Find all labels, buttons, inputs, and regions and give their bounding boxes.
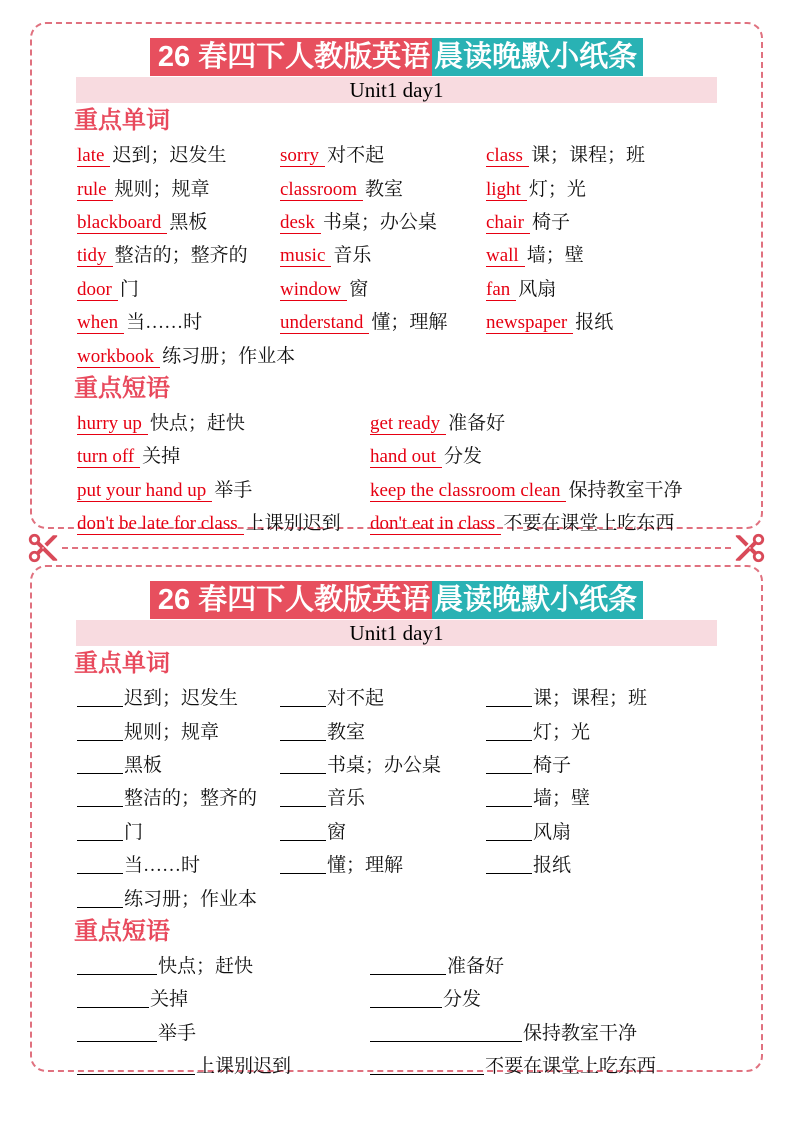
word-entry — [77, 683, 280, 710]
phrase-chinese: 保持教室干净 — [523, 1022, 638, 1044]
word-chinese: 灯；光 — [528, 178, 586, 200]
word-entry — [77, 717, 280, 744]
word-chinese: 报纸 — [533, 855, 572, 877]
word-english: understand — [280, 312, 369, 334]
phrase-entry — [370, 475, 761, 502]
word-entry — [280, 817, 486, 844]
word-chinese: 灯；光 — [533, 721, 591, 743]
word-blank — [280, 692, 326, 707]
word-english: late — [77, 145, 110, 167]
word-entry — [280, 783, 486, 810]
word-chinese: 窗 — [349, 278, 369, 300]
word-chinese: 墙；壁 — [526, 245, 584, 267]
phrase-entry — [370, 951, 761, 978]
phrase-chinese: 快点；赶快 — [158, 955, 254, 977]
scissors-icon — [26, 531, 60, 565]
phrase-english: keep the classroom clean — [370, 480, 566, 502]
word-entry — [77, 240, 280, 267]
word-english: sorry — [280, 145, 325, 167]
word-english: door — [77, 279, 118, 301]
word-blank — [486, 792, 532, 807]
phrase-entry — [77, 1051, 370, 1078]
phrase-chinese: 准备好 — [448, 412, 506, 434]
word-chinese: 风扇 — [533, 821, 572, 843]
sheet-title-red: 26 春四下人教版英语 — [150, 581, 432, 619]
word-chinese: 对不起 — [327, 688, 385, 710]
phrase-chinese: 关掉 — [142, 446, 181, 468]
phrase-chinese: 上课别迟到 — [245, 513, 341, 535]
answer-sheet-section — [30, 22, 763, 535]
word-english: chair — [486, 212, 530, 234]
word-english: music — [280, 245, 331, 267]
phrase-blank — [370, 1060, 484, 1075]
sheet-title-red: 26 春四下人教版英语 — [150, 38, 432, 76]
word-english: workbook — [77, 346, 160, 368]
phrase-blank — [77, 960, 157, 975]
phrase-entry — [77, 984, 370, 1011]
word-entry — [486, 307, 761, 334]
key-words-grid — [77, 137, 761, 371]
word-chinese: 黑板 — [169, 211, 208, 233]
phrase-chinese: 举手 — [214, 479, 253, 501]
word-entry — [486, 717, 761, 744]
phrase-blank — [77, 1027, 157, 1042]
word-blank — [486, 859, 532, 874]
phrase-english: turn off — [77, 446, 140, 468]
word-chinese: 规则；规章 — [124, 721, 220, 743]
word-chinese: 整洁的；整齐的 — [114, 245, 248, 267]
word-chinese: 懂；理解 — [371, 312, 448, 334]
phrase-english: get ready — [370, 413, 446, 435]
unit-subtitle-bar: Unit1 day1 — [76, 77, 717, 103]
sheet-title — [32, 583, 761, 617]
phrase-chinese: 举手 — [158, 1022, 197, 1044]
word-entry — [486, 207, 761, 234]
word-chinese: 音乐 — [327, 788, 366, 810]
word-chinese: 懂；理解 — [327, 855, 404, 877]
phrase-entry — [370, 1018, 761, 1045]
phrase-blank — [77, 1060, 195, 1075]
phrase-english: hurry up — [77, 413, 148, 435]
word-chinese: 黑板 — [124, 754, 163, 776]
key-phrases-header: 重点短语 — [74, 374, 170, 402]
word-entry — [77, 174, 280, 201]
phrase-entry — [77, 475, 370, 502]
word-english: window — [280, 279, 347, 301]
word-entry — [280, 683, 486, 710]
word-blank — [280, 726, 326, 741]
key-words-blank-grid — [77, 680, 761, 914]
key-words-header: 重点单词 — [74, 107, 170, 134]
phrase-chinese: 分发 — [443, 446, 482, 468]
word-chinese: 迟到；迟发生 — [124, 688, 239, 710]
sheet-title-teal: 晨读晚默小纸条 — [432, 581, 643, 619]
phrase-entry — [370, 1051, 761, 1078]
word-blank — [280, 826, 326, 841]
sheet-title-teal: 晨读晚默小纸条 — [432, 38, 643, 76]
word-chinese: 当……时 — [124, 855, 201, 877]
word-chinese: 当……时 — [126, 312, 203, 334]
word-blank — [486, 759, 532, 774]
word-blank — [77, 792, 123, 807]
word-blank — [77, 692, 123, 707]
word-blank — [77, 726, 123, 741]
word-chinese: 对不起 — [327, 145, 385, 167]
phrase-blank — [370, 1027, 522, 1042]
word-entry — [486, 750, 761, 777]
word-english: rule — [77, 179, 113, 201]
phrase-chinese: 关掉 — [150, 989, 189, 1011]
word-entry — [486, 240, 761, 267]
phrase-entry — [77, 441, 370, 468]
phrase-chinese: 上课别迟到 — [196, 1056, 292, 1078]
word-chinese: 门 — [124, 821, 144, 843]
phrase-english: hand out — [370, 446, 442, 468]
word-chinese: 迟到；迟发生 — [112, 145, 227, 167]
cut-line — [26, 530, 767, 566]
key-phrases-blank-grid — [77, 948, 761, 1082]
word-chinese: 椅子 — [533, 754, 572, 776]
phrase-english: don't eat in class — [370, 513, 501, 535]
word-entry — [280, 207, 486, 234]
phrase-blank — [77, 993, 149, 1008]
word-entry — [77, 307, 280, 334]
word-entry — [280, 140, 486, 167]
word-chinese: 报纸 — [575, 312, 614, 334]
word-blank — [486, 726, 532, 741]
word-entry — [486, 274, 761, 301]
word-blank — [486, 692, 532, 707]
word-blank — [77, 759, 123, 774]
word-english: classroom — [280, 179, 363, 201]
word-entry — [486, 140, 761, 167]
word-entry — [486, 783, 761, 810]
phrase-chinese: 分发 — [443, 989, 482, 1011]
word-chinese: 规则；规章 — [114, 178, 210, 200]
word-chinese: 整洁的；整齐的 — [124, 788, 258, 810]
key-phrases-grid — [77, 405, 761, 539]
word-entry — [77, 817, 280, 844]
word-entry — [77, 207, 280, 234]
phrase-chinese: 不要在课堂上吃东西 — [485, 1056, 657, 1078]
phrase-entry — [370, 441, 761, 468]
word-entry — [486, 850, 761, 877]
word-entry — [280, 307, 486, 334]
word-blank — [280, 859, 326, 874]
word-chinese: 墙；壁 — [533, 788, 591, 810]
word-english: wall — [486, 245, 525, 267]
word-chinese: 练习册；作业本 — [162, 345, 296, 367]
key-phrases-header: 重点短语 — [74, 917, 170, 945]
phrase-blank — [370, 993, 442, 1008]
word-english: class — [486, 145, 529, 167]
word-chinese: 练习册；作业本 — [124, 888, 258, 910]
word-blank — [486, 826, 532, 841]
phrase-chinese: 快点；赶快 — [149, 412, 245, 434]
word-entry — [77, 783, 280, 810]
word-blank — [77, 859, 123, 874]
unit-subtitle-bar: Unit1 day1 — [76, 620, 717, 646]
word-entry — [280, 240, 486, 267]
word-chinese: 风扇 — [518, 278, 557, 300]
phrase-chinese: 保持教室干净 — [568, 479, 683, 501]
word-chinese: 门 — [119, 278, 139, 300]
word-entry — [77, 850, 280, 877]
practice-sheet-section — [30, 565, 763, 1078]
phrase-chinese: 准备好 — [447, 955, 505, 977]
phrase-entry — [370, 408, 761, 435]
phrase-entry — [77, 951, 370, 978]
word-chinese: 音乐 — [333, 245, 372, 267]
word-entry — [280, 274, 486, 301]
word-entry — [77, 274, 280, 301]
word-chinese: 窗 — [327, 821, 347, 843]
word-blank — [280, 792, 326, 807]
word-english: fan — [486, 279, 516, 301]
word-entry — [77, 884, 280, 911]
word-chinese: 教室 — [327, 721, 366, 743]
word-blank — [280, 759, 326, 774]
word-english: tidy — [77, 245, 113, 267]
word-english: when — [77, 312, 124, 334]
word-entry — [77, 140, 280, 167]
word-entry — [77, 341, 296, 368]
word-chinese: 椅子 — [531, 211, 570, 233]
phrase-entry — [77, 1018, 370, 1045]
phrase-blank — [370, 960, 446, 975]
word-chinese: 课；课程；班 — [530, 145, 645, 167]
word-entry — [77, 750, 280, 777]
cut-dashed-line — [62, 547, 731, 549]
word-english: newspaper — [486, 312, 573, 334]
phrase-english: don't be late for class — [77, 513, 244, 535]
phrase-entry — [370, 984, 761, 1011]
sheet-title — [32, 40, 761, 74]
word-entry — [486, 817, 761, 844]
key-words-header: 重点单词 — [74, 650, 170, 677]
word-entry — [486, 683, 761, 710]
word-entry — [280, 174, 486, 201]
phrase-entry — [77, 408, 370, 435]
word-english: blackboard — [77, 212, 167, 234]
word-entry — [280, 717, 486, 744]
word-chinese: 书桌；办公桌 — [327, 754, 442, 776]
word-entry — [486, 174, 761, 201]
word-blank — [77, 893, 123, 908]
word-blank — [77, 826, 123, 841]
word-chinese: 教室 — [365, 178, 404, 200]
phrase-chinese: 不要在课堂上吃东西 — [503, 513, 675, 535]
scissors-icon — [733, 531, 767, 565]
word-entry — [280, 850, 486, 877]
word-entry — [280, 750, 486, 777]
word-chinese: 课；课程；班 — [533, 688, 648, 710]
phrase-english: put your hand up — [77, 480, 212, 502]
word-english: light — [486, 179, 527, 201]
word-chinese: 书桌；办公桌 — [322, 211, 437, 233]
word-english: desk — [280, 212, 321, 234]
